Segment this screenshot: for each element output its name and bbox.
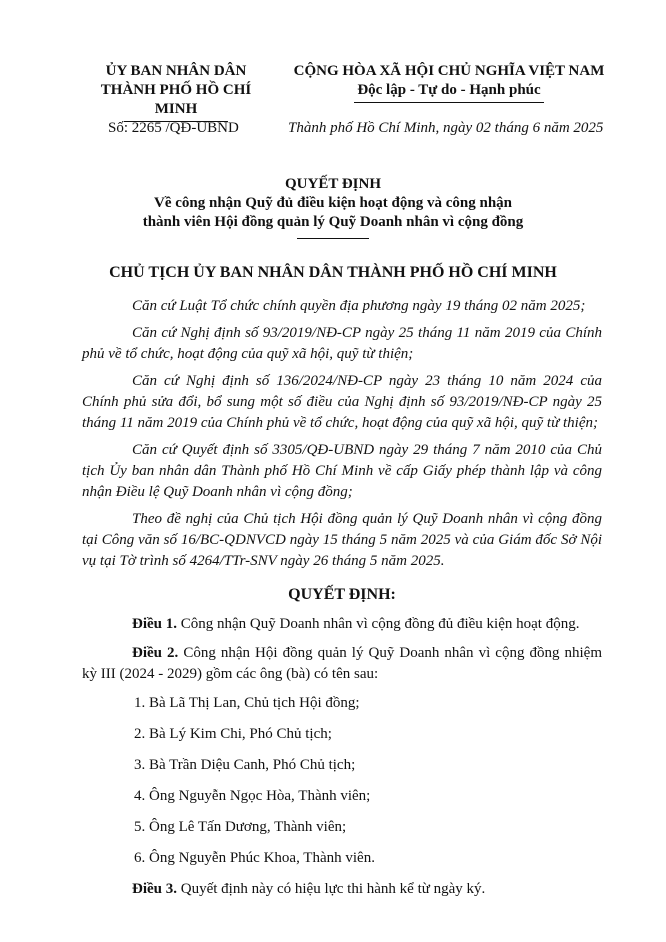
document-body xyxy=(82,296,602,908)
member-item: 6. Ông Nguyễn Phúc Khoa, Thành viên. xyxy=(134,850,375,866)
national-motto xyxy=(276,62,622,103)
agency-line-2: THÀNH PHỐ HỒ CHÍ MINH xyxy=(100,82,252,117)
issuer-heading: CHỦ TỊCH ỦY BAN NHÂN DÂN THÀNH PHỐ HỒ CHÍ MINH xyxy=(109,264,557,281)
preamble-paragraph: Căn cứ Quyết định số 3305/QĐ-UBND ngày 29 tháng 7 năm 2010 của Chủ tịch Ủy ban nhân dân Thành phố Hồ Chí Minh về cấp Giấy phép thành lập và công nhận Điều lệ Quỹ Doanh nhân vì cộng đồng; xyxy=(82,442,602,500)
article-1-label: Điều 1. xyxy=(132,616,177,632)
member-item: 1. Bà Lã Thị Lan, Chủ tịch Hội đồng; xyxy=(134,695,360,711)
article-3-label: Điều 3. xyxy=(132,881,177,897)
member-item: 3. Bà Trần Diệu Canh, Phó Chủ tịch; xyxy=(134,757,356,773)
motto-underline xyxy=(354,102,544,103)
article-2-text: Công nhận Hội đồng quản lý Quỹ Doanh nhân vì cộng đồng nhiệm kỳ III (2024 - 2029) gồm các ông (bà) có tên sau: xyxy=(82,645,603,682)
article-3 xyxy=(82,879,602,900)
title-line-1: QUYẾT ĐỊNH xyxy=(285,176,381,192)
preamble-paragraph: Căn cứ Nghị định số 136/2024/NĐ-CP ngày 23 tháng 10 năm 2024 của Chính phủ sửa đổi, bổ sung một số điều của Nghị định số 93/2019/NĐ-CP ngày 25 tháng 11 năm 2019 của Chính phủ về tổ chức, hoạt động của quỹ xã hội, quỹ từ thiện; xyxy=(82,373,602,431)
issuing-agency xyxy=(78,62,274,122)
article-3-text: Quyết định này có hiệu lực thi hành kể từ ngày ký. xyxy=(177,881,486,897)
nation-line-2: Độc lập - Tự do - Hạnh phúc xyxy=(357,82,541,98)
article-2-label: Điều 2. xyxy=(132,645,179,661)
article-1 xyxy=(82,614,602,635)
preamble-paragraph: Căn cứ Nghị định số 93/2019/NĐ-CP ngày 25 tháng 11 năm 2019 của Chính phủ về tổ chức, hoạt động của quỹ xã hội, quỹ từ thiện; xyxy=(82,325,602,362)
member-item: 2. Bà Lý Kim Chi, Phó Chủ tịch; xyxy=(134,726,332,742)
title-underline xyxy=(297,238,369,239)
agency-line-1: ỦY BAN NHÂN DÂN xyxy=(105,63,247,79)
document-number: Số: 2265 /QĐ-UBND xyxy=(108,120,239,136)
title-line-3: thành viên Hội đồng quản lý Quỹ Doanh nhân vì cộng đồng xyxy=(142,214,524,230)
member-item: 5. Ông Lê Tấn Dương, Thành viên; xyxy=(134,819,347,835)
article-2 xyxy=(82,643,602,685)
title-line-2: Về công nhận Quỹ đủ điều kiện hoạt động và công nhận xyxy=(153,195,513,211)
document-date: Thành phố Hồ Chí Minh, ngày 02 tháng 6 năm 2025 xyxy=(288,120,604,136)
decision-heading: QUYẾT ĐỊNH: xyxy=(288,586,396,603)
preamble-paragraph: Theo đề nghị của Chủ tịch Hội đồng quản lý Quỹ Doanh nhân vì cộng đồng tại Công văn số 16/BC-QDNVCD ngày 15 tháng 5 năm 2025 và của Giám đốc Sở Nội vụ tại Tờ trình số 4264/TTr-SNV ngày 26 tháng 5 năm 2025. xyxy=(82,511,602,569)
document-title xyxy=(100,175,566,239)
article-1-text: Công nhận Quỹ Doanh nhân vì cộng đồng đủ điều kiện hoạt động. xyxy=(177,616,580,632)
preamble-paragraph: Căn cứ Luật Tổ chức chính quyền địa phương ngày 19 tháng 02 năm 2025; xyxy=(132,298,586,314)
nation-line-1: CỘNG HÒA XÃ HỘI CHỦ NGHĨA VIỆT NAM xyxy=(293,63,605,79)
member-item: 4. Ông Nguyễn Ngọc Hòa, Thành viên; xyxy=(134,788,371,804)
